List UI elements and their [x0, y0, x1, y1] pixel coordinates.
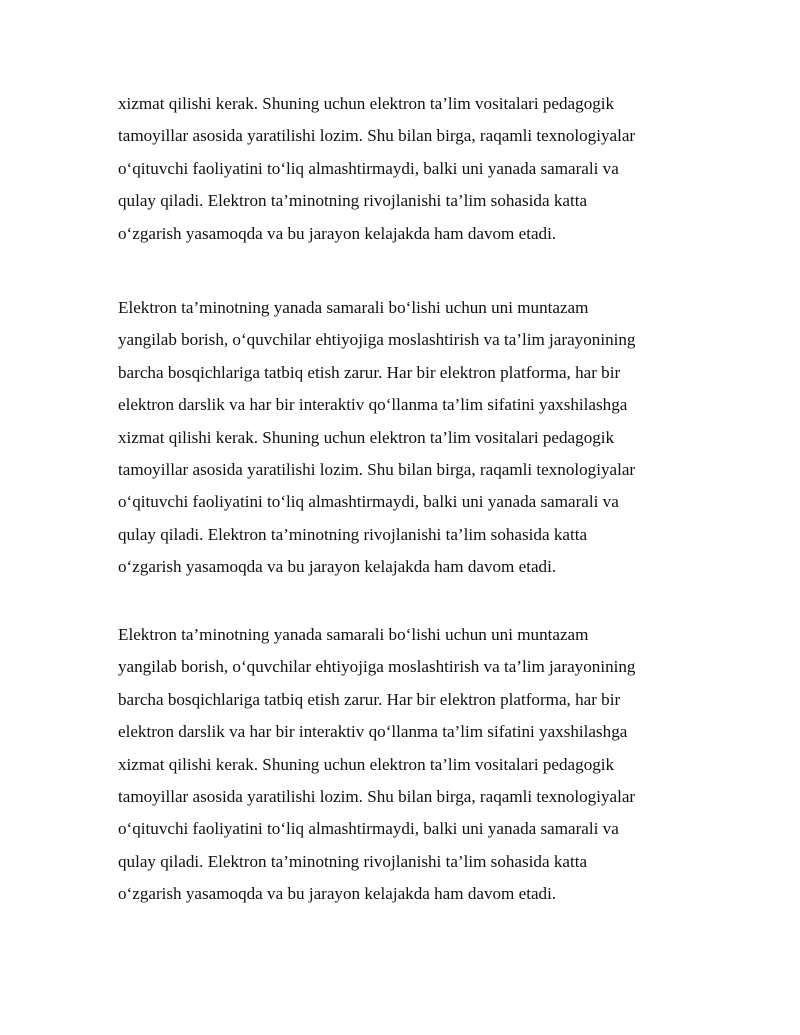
paragraph-line: elektron darslik va har bir interaktiv qo‘llanma ta’lim sifatini yaxshilashga: [118, 395, 628, 415]
paragraph-line: Elektron ta’minotning yanada samarali bo‘lishi uchun uni muntazam: [118, 298, 589, 317]
paragraph-line: qulay qiladi. Elektron ta’minotning rivojlanishi ta’lim sohasida katta: [118, 851, 588, 871]
paragraph-line: o‘qituvchi faoliyatini to‘liq almashtirmaydi, balki uni yanada samarali va: [118, 158, 619, 178]
paragraph-line: barcha bosqichlariga tatbiq etish zarur. Har bir elektron platforma, har bir: [118, 689, 621, 709]
paragraph-line: o‘zgarish yasamoqda va bu jarayon kelajakda ham davom etadi.: [118, 884, 557, 904]
paragraph-line: qulay qiladi. Elektron ta’minotning rivojlanishi ta’lim sohasida katta: [118, 191, 588, 211]
paragraph-1: [118, 88, 708, 250]
paragraph-line: tamoyillar asosida yaratilishi lozim. Shu bilan birga, raqamli texnologiyalar: [118, 459, 636, 479]
paragraph-line: xizmat qilishi kerak. Shuning uchun elektron ta’lim vositalari pedagogik: [118, 94, 615, 113]
paragraph-line: elektron darslik va har bir interaktiv qo‘llanma ta’lim sifatini yaxshilashga: [118, 722, 628, 742]
paragraph-line: xizmat qilishi kerak. Shuning uchun elektron ta’lim vositalari pedagogik: [118, 427, 615, 447]
paragraph-2: [118, 292, 708, 584]
paragraph-line: barcha bosqichlariga tatbiq etish zarur. Har bir elektron platforma, har bir: [118, 362, 621, 382]
paragraph-line: Elektron ta’minotning yanada samarali bo‘lishi uchun uni muntazam: [118, 625, 589, 644]
paragraph-line: o‘zgarish yasamoqda va bu jarayon kelajakda ham davom etadi.: [118, 223, 557, 243]
paragraph-line: xizmat qilishi kerak. Shuning uchun elektron ta’lim vositalari pedagogik: [118, 754, 615, 774]
paragraph-line: yangilab borish, o‘quvchilar ehtiyojiga moslashtirish va ta’lim jarayonining: [118, 657, 636, 677]
paragraph-line: o‘qituvchi faoliyatini to‘liq almashtirmaydi, balki uni yanada samarali va: [118, 492, 619, 512]
paragraph-3: [118, 619, 708, 911]
paragraph-line: qulay qiladi. Elektron ta’minotning rivojlanishi ta’lim sohasida katta: [118, 524, 588, 544]
paragraph-line: tamoyillar asosida yaratilishi lozim. Shu bilan birga, raqamli texnologiyalar: [118, 786, 636, 806]
paragraph-line: o‘zgarish yasamoqda va bu jarayon kelajakda ham davom etadi.: [118, 557, 557, 577]
paragraph-line: yangilab borish, o‘quvchilar ehtiyojiga moslashtirish va ta’lim jarayonining: [118, 330, 636, 350]
paragraph-line: o‘qituvchi faoliyatini to‘liq almashtirmaydi, balki uni yanada samarali va: [118, 819, 619, 839]
paragraph-line: tamoyillar asosida yaratilishi lozim. Shu bilan birga, raqamli texnologiyalar: [118, 126, 636, 146]
